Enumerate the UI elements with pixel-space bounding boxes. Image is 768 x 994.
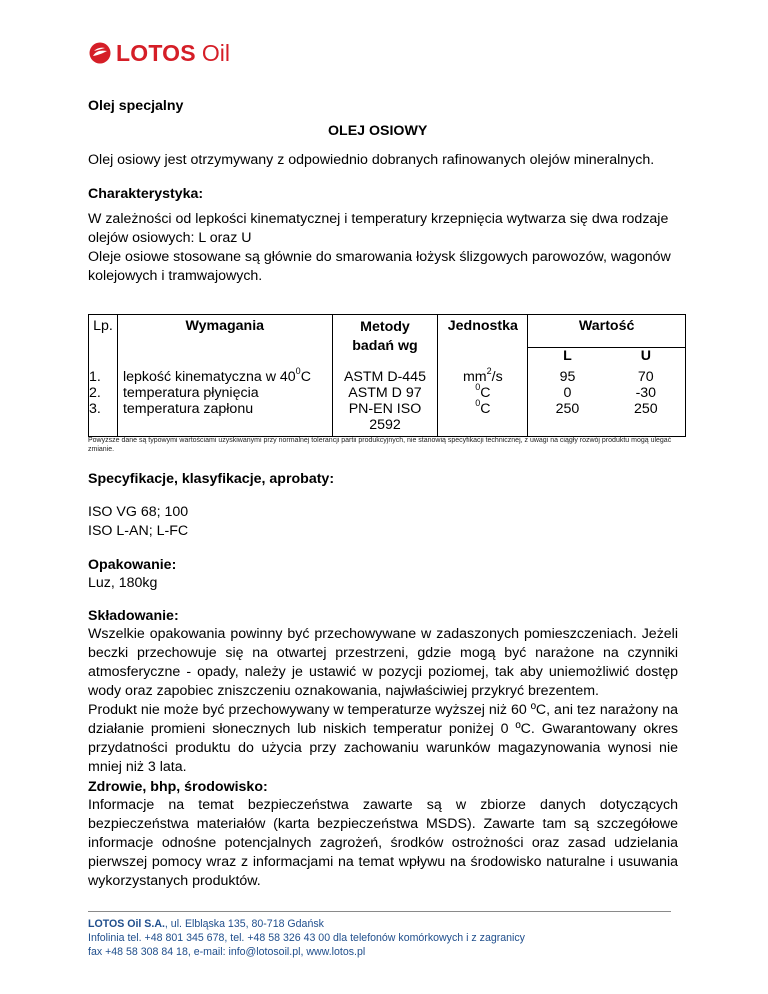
row-unit: $mm^2/s$ [462,365,503,385]
row-lp: 1. [89,368,101,385]
intro-paragraph: Olej osiowy jest otrzymywany z odpowiednio dobranych rafinowanych olejów mineralnych. [88,152,655,168]
header-requirement: Wymagania [117,315,332,367]
lotos-flower-icon [88,42,112,64]
storage-heading: Składowanie: [88,608,179,624]
row-method: 2592 [369,416,401,433]
health-heading: Zdrowie, bhp, środowisko: [88,779,268,795]
brand-name-oil: Oil [201,39,230,66]
header-unit: Jednostka [438,315,528,367]
specs-line-2: ISO L-AN; L-FC [88,523,189,539]
characteristics-paragraph-1: W zależności od lepkości kinematycznej i temperatury krzepnięcia wytwarza się dwa rodzaje olejów osiowych: L oraz U [88,211,669,246]
row-requirement: temperatura zapłonu [122,400,254,417]
packaging-heading: Opakowanie: [88,557,177,573]
brand-name: LOTOS [116,39,196,66]
row-value-l: 95 [559,368,576,385]
column-requirement [117,367,332,437]
footer-address: LOTOS Oil S.A., ul. Elbląska 135, 80-718 Gdańsk [88,918,324,930]
document-title: OLEJ OSIOWY [328,123,428,139]
row-unit: $^0$C [475,397,491,417]
row-lp: 2. [89,384,101,401]
column-method [332,367,438,437]
footer-divider [88,911,671,912]
row-value-l: 0 [563,384,572,401]
packaging-text: Luz, 180kg [88,575,158,591]
brand-logo [88,38,230,68]
specs-line-1: ISO VG 68; 100 [88,504,189,520]
header-value: Wartość [528,315,686,348]
column-lp [89,367,118,437]
characteristics-paragraph-2: Oleje osiowe stosowane są głównie do smarowania łożysk ślizgowych parowozów, wagonów kolejowych i tramwajowych. [88,249,671,284]
row-method: ASTM D 97 [348,384,422,401]
spec-table [88,314,686,437]
row-value-u: 250 [633,400,658,417]
health-paragraph: Informacje na temat bezpieczeństwa zawarte są w zbiorze danych dotyczących bezpieczeństwa materiałów (karta bezpieczeństwa MSDS). Zawarte tam są szczegółowe informacje odnośne potencjalnych zagrożeń, środków ostrożności oraz zasad udzielania pierwszej pomocy wraz z informacjami na temat wpływu na środowisko naturalne i usuwania wykorzystanych produktów. [88,797,678,889]
header-value-u: U [607,348,686,367]
row-value-u: 70 [637,368,654,385]
footer-company: LOTOS Oil S.A. [88,918,165,930]
storage-paragraph-1: Wszelkie opakowania powinny być przechowywane w zadaszonych pomieszczeniach. Jeżeli beczki przechowuje się na otwartej przestrzeni, gdzie mogą być narażone na czynniki atmosferyczne - opady, należy je ustawić w pozycji poziomej, tak aby uniemożliwić dostęp wody oraz zapobiec zniszczeniu oznakowania, najwłaściwiej przykryć brezentem. [88,626,678,699]
document-category: Olej specjalny [88,98,184,114]
row-unit: $^0$C [475,381,491,401]
header-method: Metody badań wg [332,315,438,367]
row-method: PN-EN ISO [348,400,422,417]
row-lp: 3. [89,400,101,417]
row-requirement: lepkość kinematyczna w $40^0C$ [122,365,311,385]
footer-contact: fax +48 58 308 84 18, e-mail: info@lotosoil.pl, www.lotos.pl [88,946,366,958]
table-footnote: Powyższe dane są typowymi wartościami uzyskiwanymi przy normalnej tolerancji partii produkcyjnych, nie stanowią specyfikacji technicznej, z uwagi na ciągły rozwój produktu mogą ulegać zmianie. [88,437,672,453]
header-lp: Lp. [89,315,118,367]
header-value-l: L [528,348,607,367]
column-unit [438,367,528,437]
column-value-u [607,367,686,437]
row-method: ASTM D-445 [343,368,426,385]
characteristics-heading: Charakterystyka: [88,186,204,202]
footer-phones: Infolinia tel. +48 801 345 678, tel. +48 58 326 43 00 dla telefonów komórkowych i z zagranicy [88,932,525,944]
storage-paragraph-2: Produkt nie może być przechowywany w temperaturze wyższej niż 60 ºC, ani tez narażony na działanie promieni słonecznych lub niskich temperatur poniżej 0 ºC. Gwarantowany okres przydatności produktu do użycia przy zachowaniu warunków magazynowania wynosi nie mniej niż 3 lata. [88,702,678,775]
row-value-u: -30 [635,384,657,401]
row-value-l: 250 [555,400,580,417]
specs-heading: Specyfikacje, klasyfikacje, aprobaty: [88,471,335,487]
column-value-l [528,367,607,437]
row-requirement: temperatura płynięcia [122,384,259,401]
